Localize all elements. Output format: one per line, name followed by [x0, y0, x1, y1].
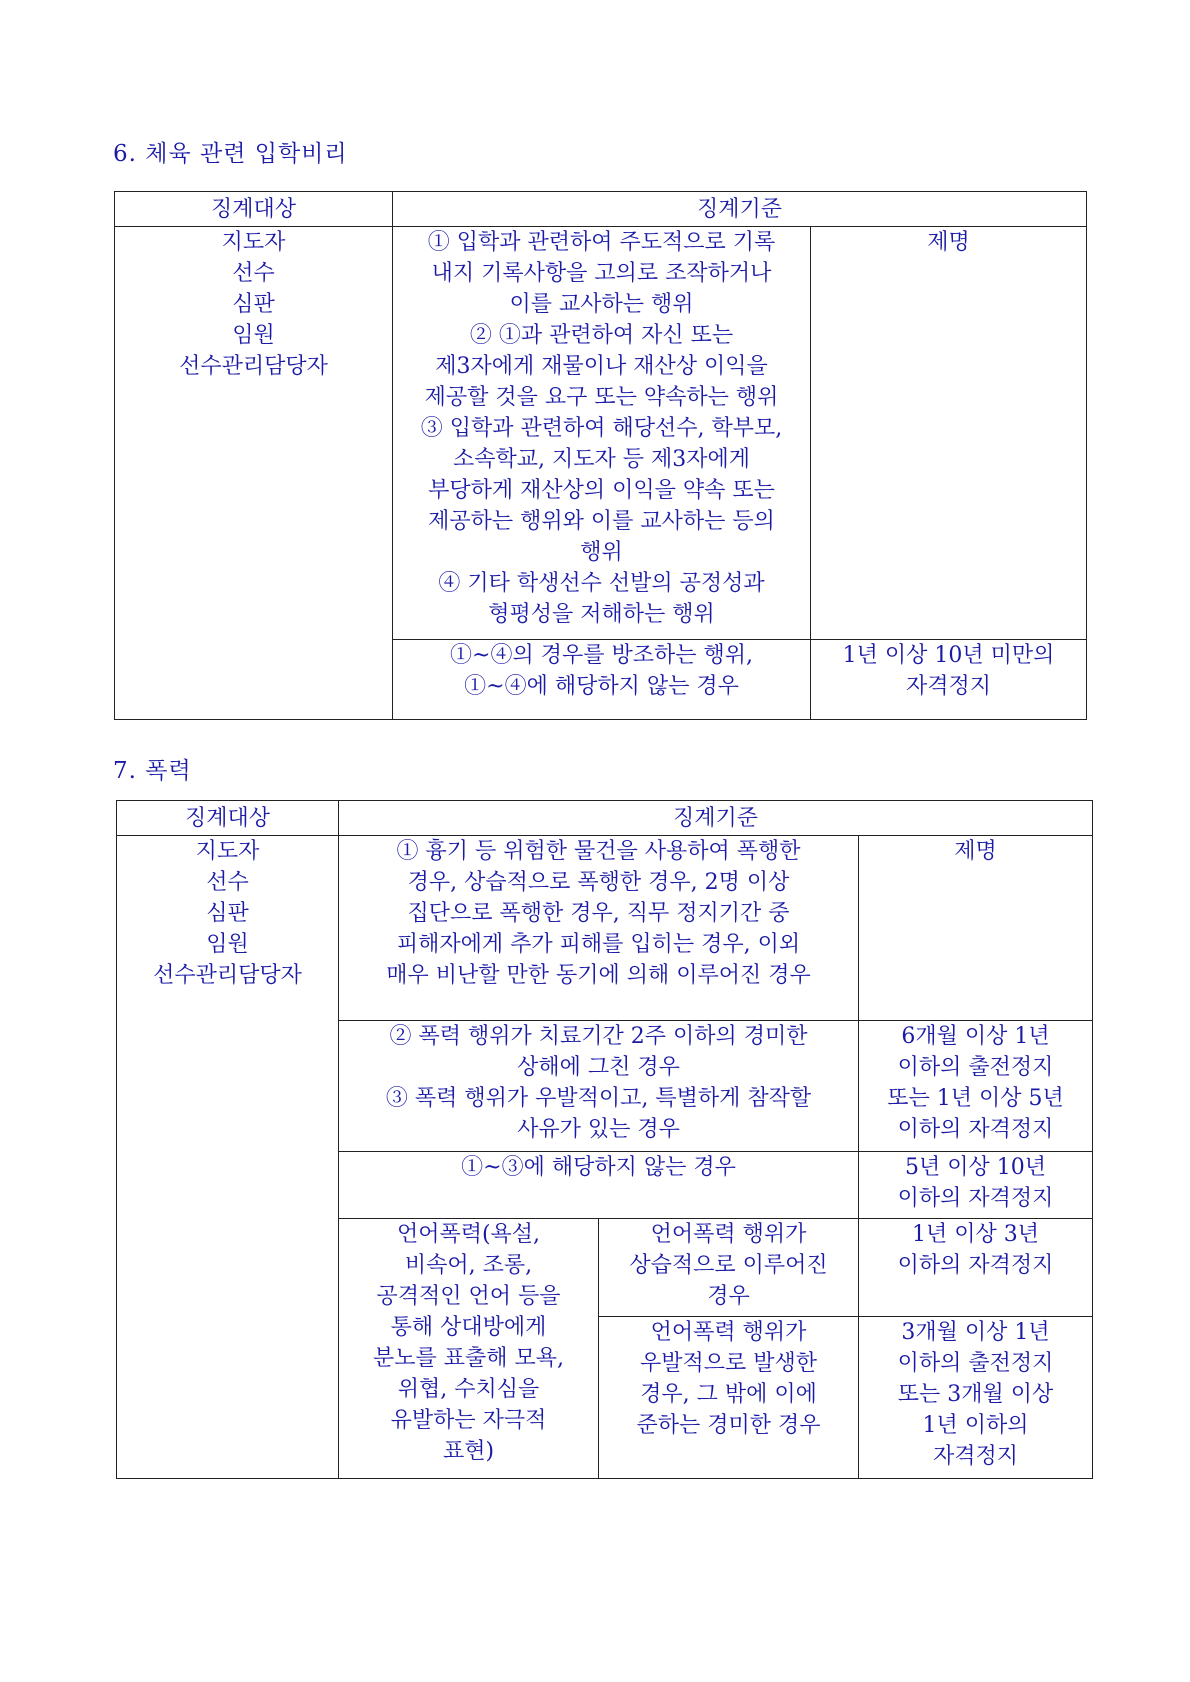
- header-target: 징계대상: [117, 801, 339, 836]
- penalty-cell: 5년 이상 10년 이하의 자격정지: [859, 1152, 1093, 1219]
- section-7-heading: 7. 폭력: [113, 758, 192, 784]
- header-criteria: 징계기준: [393, 192, 1087, 227]
- section-6-heading: 6. 체육 관련 입학비리: [113, 141, 348, 167]
- penalty-cell: 제명: [811, 227, 1087, 640]
- criteria-cell: ① 입학과 관련하여 주도적으로 기록 내지 기록사항을 고의로 조작하거나 이를 교사하는 행위 ② ①과 관련하여 자신 또는 제3자에게 재물이나 재산상 이익을 제공할 것을 요구 또는 약속하는 행위 ③ 입학과 관련하여 해당선수, 학부모, 소속학교, 지도자 등 제3자에게 부당하게 재산상의 이익을 약속 또는 제공하는 행위와 이를 교사하는 등의 행위 ④ 기타 학생선수 선발의 공정성과 형평성을 저해하는 행위: [393, 227, 811, 640]
- header-target: 징계대상: [115, 192, 393, 227]
- target-list: 지도자 선수 심판 임원 선수관리담당자: [115, 227, 393, 720]
- header-criteria: 징계기준: [339, 801, 1093, 836]
- section-6-table: [114, 191, 1087, 720]
- criteria-cell: ①~③에 해당하지 않는 경우: [339, 1152, 859, 1219]
- criteria-cell: ①~④의 경우를 방조하는 행위, ①~④에 해당하지 않는 경우: [393, 640, 811, 720]
- penalty-cell: 1년 이상 3년 이하의 자격정지: [859, 1219, 1093, 1317]
- penalty-cell: 제명: [859, 836, 1093, 1021]
- criteria-cell: ② 폭력 행위가 치료기간 2주 이하의 경미한 상해에 그친 경우 ③ 폭력 행위가 우발적이고, 특별하게 참작할 사유가 있는 경우: [339, 1021, 859, 1152]
- criteria-cell: 언어폭력 행위가 상습적으로 이루어진 경우: [599, 1219, 859, 1317]
- verbal-abuse-definition: 언어폭력(욕설, 비속어, 조롱, 공격적인 언어 등을 통해 상대방에게 분노를 표출해 모욕, 위협, 수치심을 유발하는 자극적 표현): [339, 1219, 599, 1479]
- criteria-cell: ① 흉기 등 위험한 물건을 사용하여 폭행한 경우, 상습적으로 폭행한 경우, 2명 이상 집단으로 폭행한 경우, 직무 정지기간 중 피해자에게 추가 피해를 입히는 경우, 이외 매우 비난할 만한 동기에 의해 이루어진 경우: [339, 836, 859, 1021]
- penalty-cell: 1년 이상 10년 미만의 자격정지: [811, 640, 1087, 720]
- penalty-cell: 6개월 이상 1년 이하의 출전정지 또는 1년 이상 5년 이하의 자격정지: [859, 1021, 1093, 1152]
- criteria-cell: 언어폭력 행위가 우발적으로 발생한 경우, 그 밖에 이에 준하는 경미한 경우: [599, 1317, 859, 1479]
- section-7-table: [116, 800, 1093, 1479]
- target-list: 지도자 선수 심판 임원 선수관리담당자: [117, 836, 339, 1479]
- penalty-cell: 3개월 이상 1년 이하의 출전정지 또는 3개월 이상 1년 이하의 자격정지: [859, 1317, 1093, 1479]
